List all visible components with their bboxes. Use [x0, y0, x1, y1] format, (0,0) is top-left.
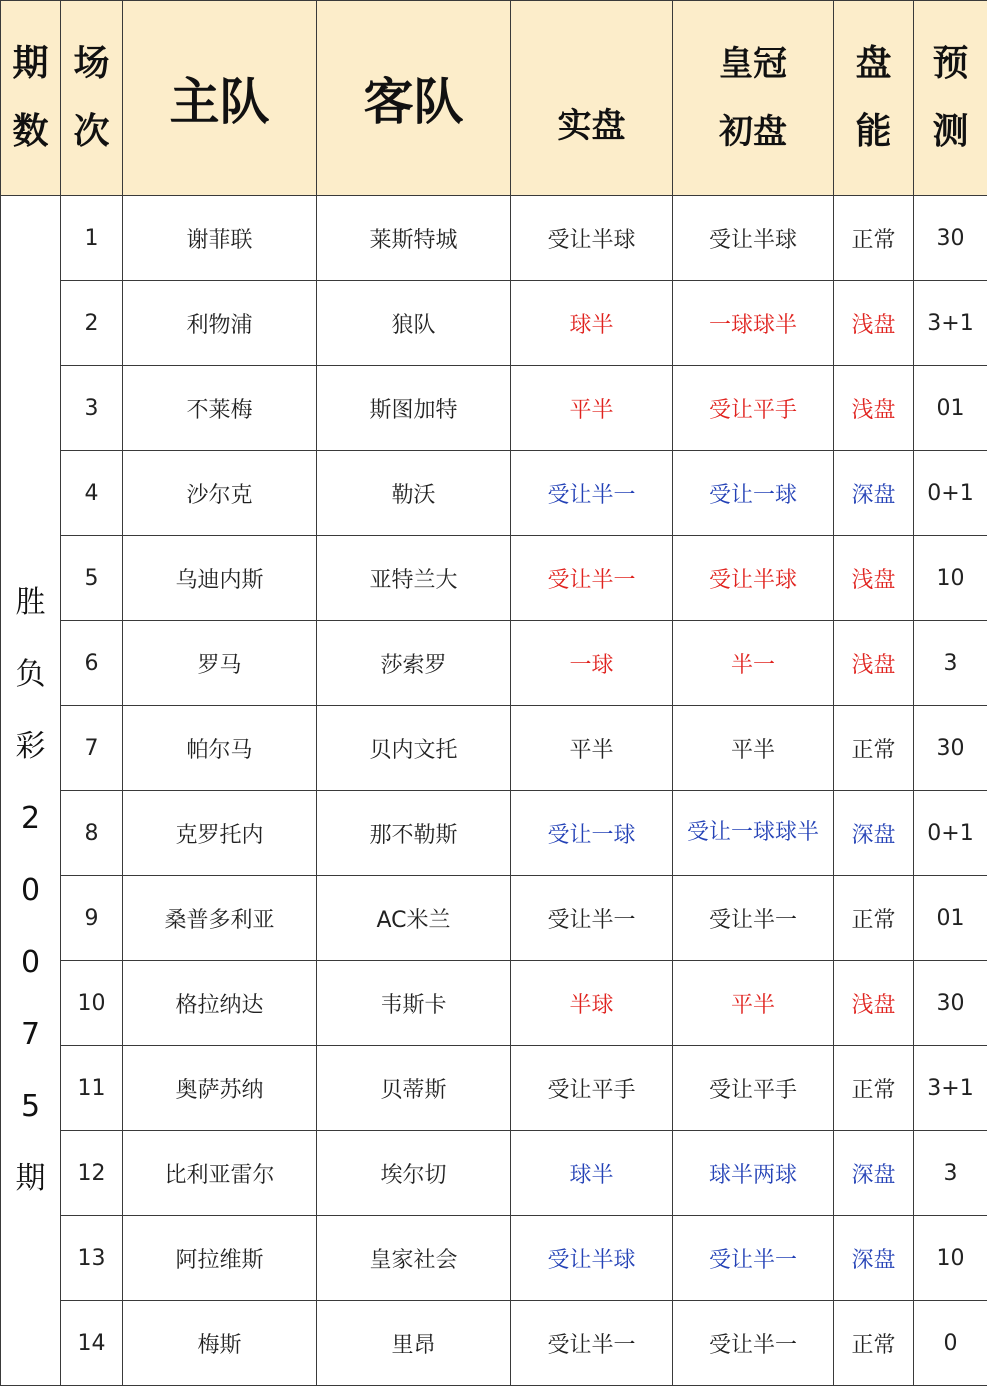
line-ability-cell: 深盘	[834, 791, 914, 876]
period-char: 负	[1, 639, 60, 711]
home-team-cell: 利物浦	[123, 281, 317, 366]
match-no-cell: 12	[61, 1131, 123, 1216]
line-ability-cell: 浅盘	[834, 366, 914, 451]
real-line-cell: 受让半一	[511, 1301, 673, 1386]
prediction-cell: 0	[914, 1301, 987, 1386]
header-crown-opening: 皇冠 初盘	[673, 1, 834, 196]
real-line-cell: 球半	[511, 1131, 673, 1216]
home-team-cell: 比利亚雷尔	[123, 1131, 317, 1216]
match-no-cell: 2	[61, 281, 123, 366]
prediction-cell: 10	[914, 536, 987, 621]
crown-line-cell: 受让半一	[673, 876, 834, 961]
crown-line-cell: 受让一球球半	[673, 791, 834, 876]
prediction-cell: 30	[914, 196, 987, 281]
table-row	[1, 1216, 987, 1301]
away-team-cell: 里昂	[317, 1301, 511, 1386]
table-row	[1, 536, 987, 621]
crown-line-cell: 半一	[673, 621, 834, 706]
away-team-cell: 莎索罗	[317, 621, 511, 706]
period-char: 彩	[1, 711, 60, 783]
crown-line-cell: 受让平手	[673, 1046, 834, 1131]
home-team-cell: 帕尔马	[123, 706, 317, 791]
prediction-cell: 0+1	[914, 451, 987, 536]
home-team-cell: 阿拉维斯	[123, 1216, 317, 1301]
crown-line-cell: 受让平手	[673, 366, 834, 451]
header-period: 期 数	[1, 1, 61, 196]
header-real-line: 实盘	[511, 1, 673, 196]
table-row	[1, 196, 987, 281]
home-team-cell: 谢菲联	[123, 196, 317, 281]
table-row	[1, 706, 987, 791]
crown-line-cell: 受让半一	[673, 1216, 834, 1301]
table-row	[1, 791, 987, 876]
table-row	[1, 1131, 987, 1216]
prediction-cell: 01	[914, 876, 987, 961]
home-team-cell: 乌迪内斯	[123, 536, 317, 621]
match-no-cell: 5	[61, 536, 123, 621]
crown-line-cell: 平半	[673, 706, 834, 791]
prediction-cell: 3	[914, 621, 987, 706]
home-team-cell: 桑普多利亚	[123, 876, 317, 961]
period-cell	[1, 196, 61, 1386]
table-body	[1, 196, 987, 1386]
crown-line-cell: 受让半球	[673, 196, 834, 281]
match-no-cell: 7	[61, 706, 123, 791]
period-char: 胜	[1, 567, 60, 639]
prediction-cell: 0+1	[914, 791, 987, 876]
line-ability-cell: 浅盘	[834, 281, 914, 366]
match-no-cell: 4	[61, 451, 123, 536]
away-team-cell: 埃尔切	[317, 1131, 511, 1216]
home-team-cell: 不莱梅	[123, 366, 317, 451]
match-no-cell: 3	[61, 366, 123, 451]
header-prediction: 预 测	[914, 1, 987, 196]
away-team-cell: 贝蒂斯	[317, 1046, 511, 1131]
away-team-cell: 韦斯卡	[317, 961, 511, 1046]
table-row	[1, 1301, 987, 1386]
away-team-cell: 贝内文托	[317, 706, 511, 791]
line-ability-cell: 浅盘	[834, 536, 914, 621]
prediction-cell: 3+1	[914, 1046, 987, 1131]
table-row	[1, 281, 987, 366]
table-row	[1, 621, 987, 706]
real-line-cell: 受让半球	[511, 1216, 673, 1301]
table-row	[1, 451, 987, 536]
away-team-cell: 斯图加特	[317, 366, 511, 451]
away-team-cell: 狼队	[317, 281, 511, 366]
line-ability-cell: 正常	[834, 1046, 914, 1131]
crown-line-cell: 球半两球	[673, 1131, 834, 1216]
prediction-cell: 30	[914, 961, 987, 1046]
header-row	[1, 1, 987, 196]
away-team-cell: 皇家社会	[317, 1216, 511, 1301]
line-ability-cell: 正常	[834, 706, 914, 791]
header-away-team: 客队	[317, 1, 511, 196]
line-ability-cell: 浅盘	[834, 961, 914, 1046]
real-line-cell: 一球	[511, 621, 673, 706]
match-no-cell: 11	[61, 1046, 123, 1131]
line-ability-cell: 深盘	[834, 1131, 914, 1216]
real-line-cell: 受让半一	[511, 876, 673, 961]
crown-line-cell: 受让一球	[673, 451, 834, 536]
away-team-cell: 那不勒斯	[317, 791, 511, 876]
home-team-cell: 克罗托内	[123, 791, 317, 876]
home-team-cell: 梅斯	[123, 1301, 317, 1386]
period-char: 7	[1, 999, 60, 1071]
crown-line-cell: 受让半球	[673, 536, 834, 621]
line-ability-cell: 深盘	[834, 1216, 914, 1301]
home-team-cell: 罗马	[123, 621, 317, 706]
real-line-cell: 受让半球	[511, 196, 673, 281]
line-ability-cell: 正常	[834, 196, 914, 281]
away-team-cell: 莱斯特城	[317, 196, 511, 281]
line-ability-cell: 深盘	[834, 451, 914, 536]
real-line-cell: 受让一球	[511, 791, 673, 876]
match-no-cell: 14	[61, 1301, 123, 1386]
real-line-cell: 球半	[511, 281, 673, 366]
real-line-cell: 受让平手	[511, 1046, 673, 1131]
period-char: 0	[1, 855, 60, 927]
match-no-cell: 6	[61, 621, 123, 706]
line-ability-cell: 正常	[834, 1301, 914, 1386]
period-char: 2	[1, 783, 60, 855]
match-no-cell: 1	[61, 196, 123, 281]
away-team-cell: AC米兰	[317, 876, 511, 961]
real-line-cell: 受让半一	[511, 451, 673, 536]
crown-line-cell: 受让半一	[673, 1301, 834, 1386]
prediction-cell: 10	[914, 1216, 987, 1301]
real-line-cell: 平半	[511, 706, 673, 791]
match-no-cell: 13	[61, 1216, 123, 1301]
line-ability-cell: 浅盘	[834, 621, 914, 706]
home-team-cell: 奥萨苏纳	[123, 1046, 317, 1131]
period-char: 0	[1, 927, 60, 999]
header-home-team: 主队	[123, 1, 317, 196]
match-no-cell: 8	[61, 791, 123, 876]
match-no-cell: 10	[61, 961, 123, 1046]
home-team-cell: 格拉纳达	[123, 961, 317, 1046]
table-row	[1, 961, 987, 1046]
prediction-cell: 30	[914, 706, 987, 791]
prediction-cell: 3+1	[914, 281, 987, 366]
real-line-cell: 受让半一	[511, 536, 673, 621]
match-no-cell: 9	[61, 876, 123, 961]
period-char: 5	[1, 1071, 60, 1143]
crown-line-cell: 一球球半	[673, 281, 834, 366]
real-line-cell: 半球	[511, 961, 673, 1046]
table-row	[1, 366, 987, 451]
line-ability-cell: 正常	[834, 876, 914, 961]
crown-line-cell: 平半	[673, 961, 834, 1046]
table-row	[1, 876, 987, 961]
away-team-cell: 勒沃	[317, 451, 511, 536]
header-line-ability: 盘 能	[834, 1, 914, 196]
home-team-cell: 沙尔克	[123, 451, 317, 536]
period-char: 期	[1, 1143, 60, 1215]
prediction-cell: 3	[914, 1131, 987, 1216]
prediction-cell: 01	[914, 366, 987, 451]
header-match-no: 场 次	[61, 1, 123, 196]
real-line-cell: 平半	[511, 366, 673, 451]
away-team-cell: 亚特兰大	[317, 536, 511, 621]
table-row	[1, 1046, 987, 1131]
